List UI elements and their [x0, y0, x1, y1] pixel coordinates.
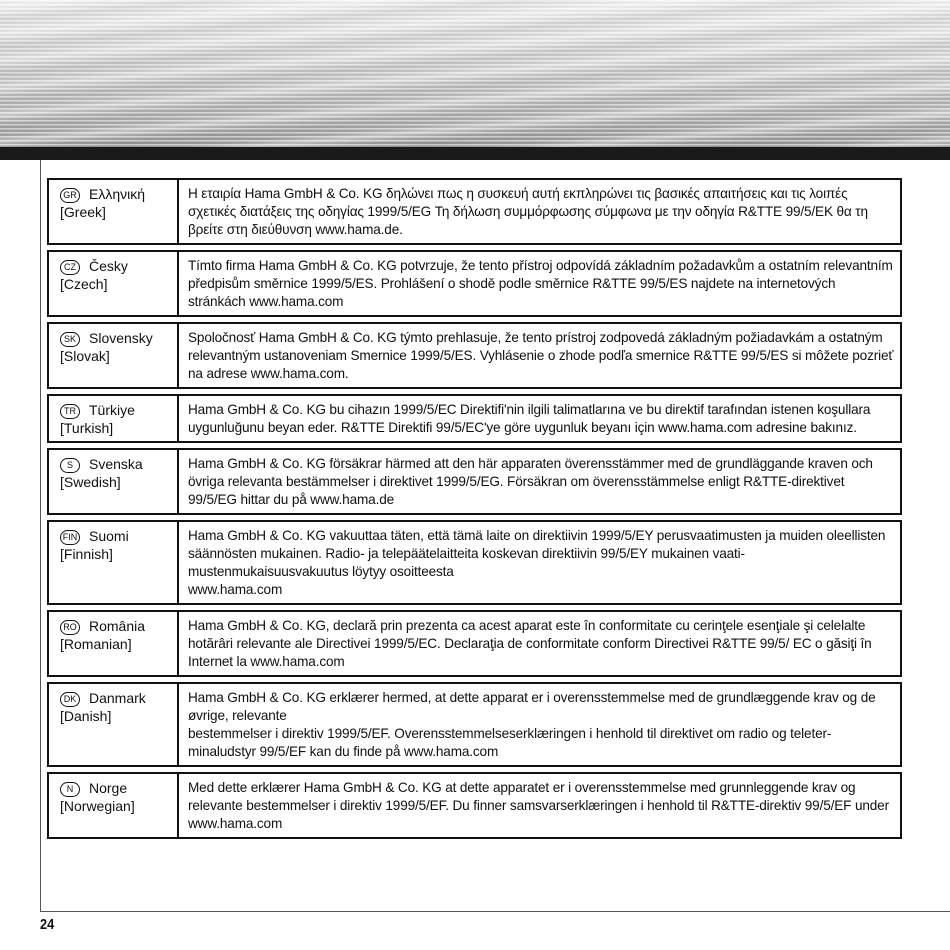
- language-cell: [49, 612, 179, 675]
- language-english-name: [Czech]: [60, 276, 108, 292]
- country-code-icon: RO: [60, 620, 80, 635]
- country-code-icon: SK: [60, 332, 80, 347]
- language-name: Danmark: [89, 690, 146, 706]
- declaration-paragraph: Hama GmbH & Co. KG erklærer hermed, at dette apparat er i overensstemmelse med de grundlæggende krav og de øvrige, relevante: [188, 690, 876, 723]
- declaration-text-cell: [179, 612, 900, 675]
- language-name: Slovensky: [89, 330, 153, 346]
- declaration-text-cell: [179, 396, 900, 441]
- language-name: Norge: [89, 780, 128, 796]
- language-heading: [60, 779, 177, 797]
- declaration-text-cell: [179, 522, 900, 603]
- language-heading: [60, 257, 177, 275]
- declaration-text-cell: [179, 324, 900, 387]
- declaration-row: [47, 610, 902, 677]
- declaration-row: [47, 322, 902, 389]
- declaration-text-cell: [179, 180, 900, 243]
- declaration-paragraph: Η εταιρία Hama GmbH & Co. KG δηλώνει πως η συσκευή αυτή εκπληρώνει τις βασικές απαιτήσεις και τις λοιπές σχετικές διατάξεις της οδηγίας 1999/5/EG Τη δήλωση συμμόρφωσης σύμφωνα με την οδηγία R&TTE 99/5/EK θα τη βρείτε στη διεύθυνση www.hama.de.: [188, 186, 868, 237]
- language-name: Türkiye: [89, 402, 135, 418]
- declaration-paragraph: Hama GmbH & Co. KG, declară prin prezenta ca acest aparat este în conformitate cu cerinţele esenţiale şi celelalte hotărâri relevante ale Directivei 1999/5/EC. Declaraţia de conformitate conform Directivei R&TTE 99/5/ EC o găsiţi în Internet la www.hama.com: [188, 618, 872, 669]
- language-cell: [49, 396, 179, 441]
- declaration-row: [47, 448, 902, 515]
- country-code-icon: N: [60, 782, 80, 797]
- page-frame-bottom-line: [40, 911, 950, 912]
- language-cell: [49, 522, 179, 603]
- language-heading: [60, 617, 177, 635]
- language-name: Česky: [89, 258, 128, 274]
- declaration-text-cell: [179, 684, 900, 765]
- header-texture: [0, 0, 950, 147]
- declaration-row: [47, 772, 902, 839]
- language-english-name: [Slovak]: [60, 348, 110, 364]
- language-english-name: [Finnish]: [60, 546, 113, 562]
- declaration-table: [47, 178, 902, 844]
- language-english-name: [Turkish]: [60, 420, 114, 436]
- language-cell: [49, 252, 179, 315]
- country-code-icon: S: [60, 458, 80, 473]
- language-heading: [60, 329, 177, 347]
- declaration-paragraph: Tímto firma Hama GmbH & Co. KG potvrzuje, že tento přístroj odpovídá základním požadavkům a ostatním relevantním předpisům směrnice 1999/5/ES. Prohlášení o shodě podle směrnice R&TTE 99/5/ES najdete na internetových stránkách www.hama.com: [188, 258, 893, 309]
- language-english-name: [Greek]: [60, 204, 106, 220]
- country-code-icon: DK: [60, 692, 80, 707]
- declaration-paragraph: bestemmelser i direktiv 1999/5/EF. Overensstemmelseserklæringen i henhold til direktivet om radio og teleter-minaludstyr 99/5/EF kan du finde på www.hama.com: [188, 726, 832, 759]
- language-cell: [49, 684, 179, 765]
- page-number: 24: [40, 916, 55, 933]
- language-name: România: [89, 618, 146, 634]
- header-dark-bar: [0, 147, 950, 160]
- language-name: Ελληνική: [89, 186, 146, 202]
- declaration-row: [47, 178, 902, 245]
- declaration-row: [47, 394, 902, 443]
- language-english-name: [Romanian]: [60, 636, 132, 652]
- language-cell: [49, 324, 179, 387]
- declaration-text-cell: [179, 450, 900, 513]
- declaration-row: [47, 682, 902, 767]
- declaration-paragraph: Hama GmbH & Co. KG bu cihazın 1999/5/EC Direktifi'nin ilgili talimatlarına ve bu direktif tarafından istenen koşullara uygunluğunu beyan eder. R&TTE Direktifi 99/5/EC'ye göre uygunluk beyanı için www.hama.com adresine bakınız.: [188, 402, 871, 435]
- language-heading: [60, 185, 177, 203]
- page-frame-left-line: [40, 160, 41, 912]
- language-name: Suomi: [89, 528, 129, 544]
- language-heading: [60, 689, 177, 707]
- declaration-row: [47, 520, 902, 605]
- declaration-paragraph: Hama GmbH & Co. KG vakuuttaa täten, että tämä laite on direktiivin 1999/5/EY perusvaatimusten ja muiden oleellisten säännösten mukainen. Radio- ja telepäätelaitteita koskevan direktiivin 99/5/EY mukainen vaati-mustenmukaisuusvakuutus löytyy osoitteesta: [188, 528, 886, 579]
- language-heading: [60, 401, 177, 419]
- country-code-icon: TR: [60, 404, 80, 419]
- language-english-name: [Swedish]: [60, 474, 121, 490]
- declaration-text-cell: [179, 252, 900, 315]
- country-code-icon: FIN: [60, 530, 80, 545]
- language-english-name: [Danish]: [60, 708, 112, 724]
- declaration-row: [47, 250, 902, 317]
- declaration-paragraph: www.hama.com: [188, 582, 283, 597]
- language-name: Svenska: [89, 456, 143, 472]
- language-heading: [60, 527, 177, 545]
- language-english-name: [Norwegian]: [60, 798, 135, 814]
- declaration-paragraph: Hama GmbH & Co. KG försäkrar härmed att den här apparaten överensstämmer med de grundläggande kraven och övriga relevanta bestämmelser i direktivet 1999/5/EG. Försäkran om överensstämmelse enligt R&TTE-direktivet 99/5/EG hittar du på www.hama.de: [188, 456, 873, 507]
- country-code-icon: GR: [60, 188, 80, 203]
- country-code-icon: CZ: [60, 260, 80, 275]
- language-heading: [60, 455, 177, 473]
- language-cell: [49, 180, 179, 243]
- declaration-paragraph: Spoločnosť Hama GmbH & Co. KG týmto prehlasuje, že tento prístroj zodpovedá základným požiadavkám a ostatným relevantným ustanoveniam Smernice 1999/5/ES. Vyhlásenie o zhode podľa smernice R&TTE 99/5/ES si môžete pozrieť na adrese www.hama.com.: [188, 330, 894, 381]
- language-cell: [49, 450, 179, 513]
- declaration-paragraph: Med dette erklærer Hama GmbH & Co. KG at dette apparatet er i overensstemmelse med grunnleggende krav og relevante bestemmelser i direktiv 1999/5/EF. Du finner samsvarserklæringen i henhold til R&TTE-direktiv 99/5/EF under www.hama.com: [188, 780, 889, 831]
- language-cell: [49, 774, 179, 837]
- declaration-text-cell: [179, 774, 900, 837]
